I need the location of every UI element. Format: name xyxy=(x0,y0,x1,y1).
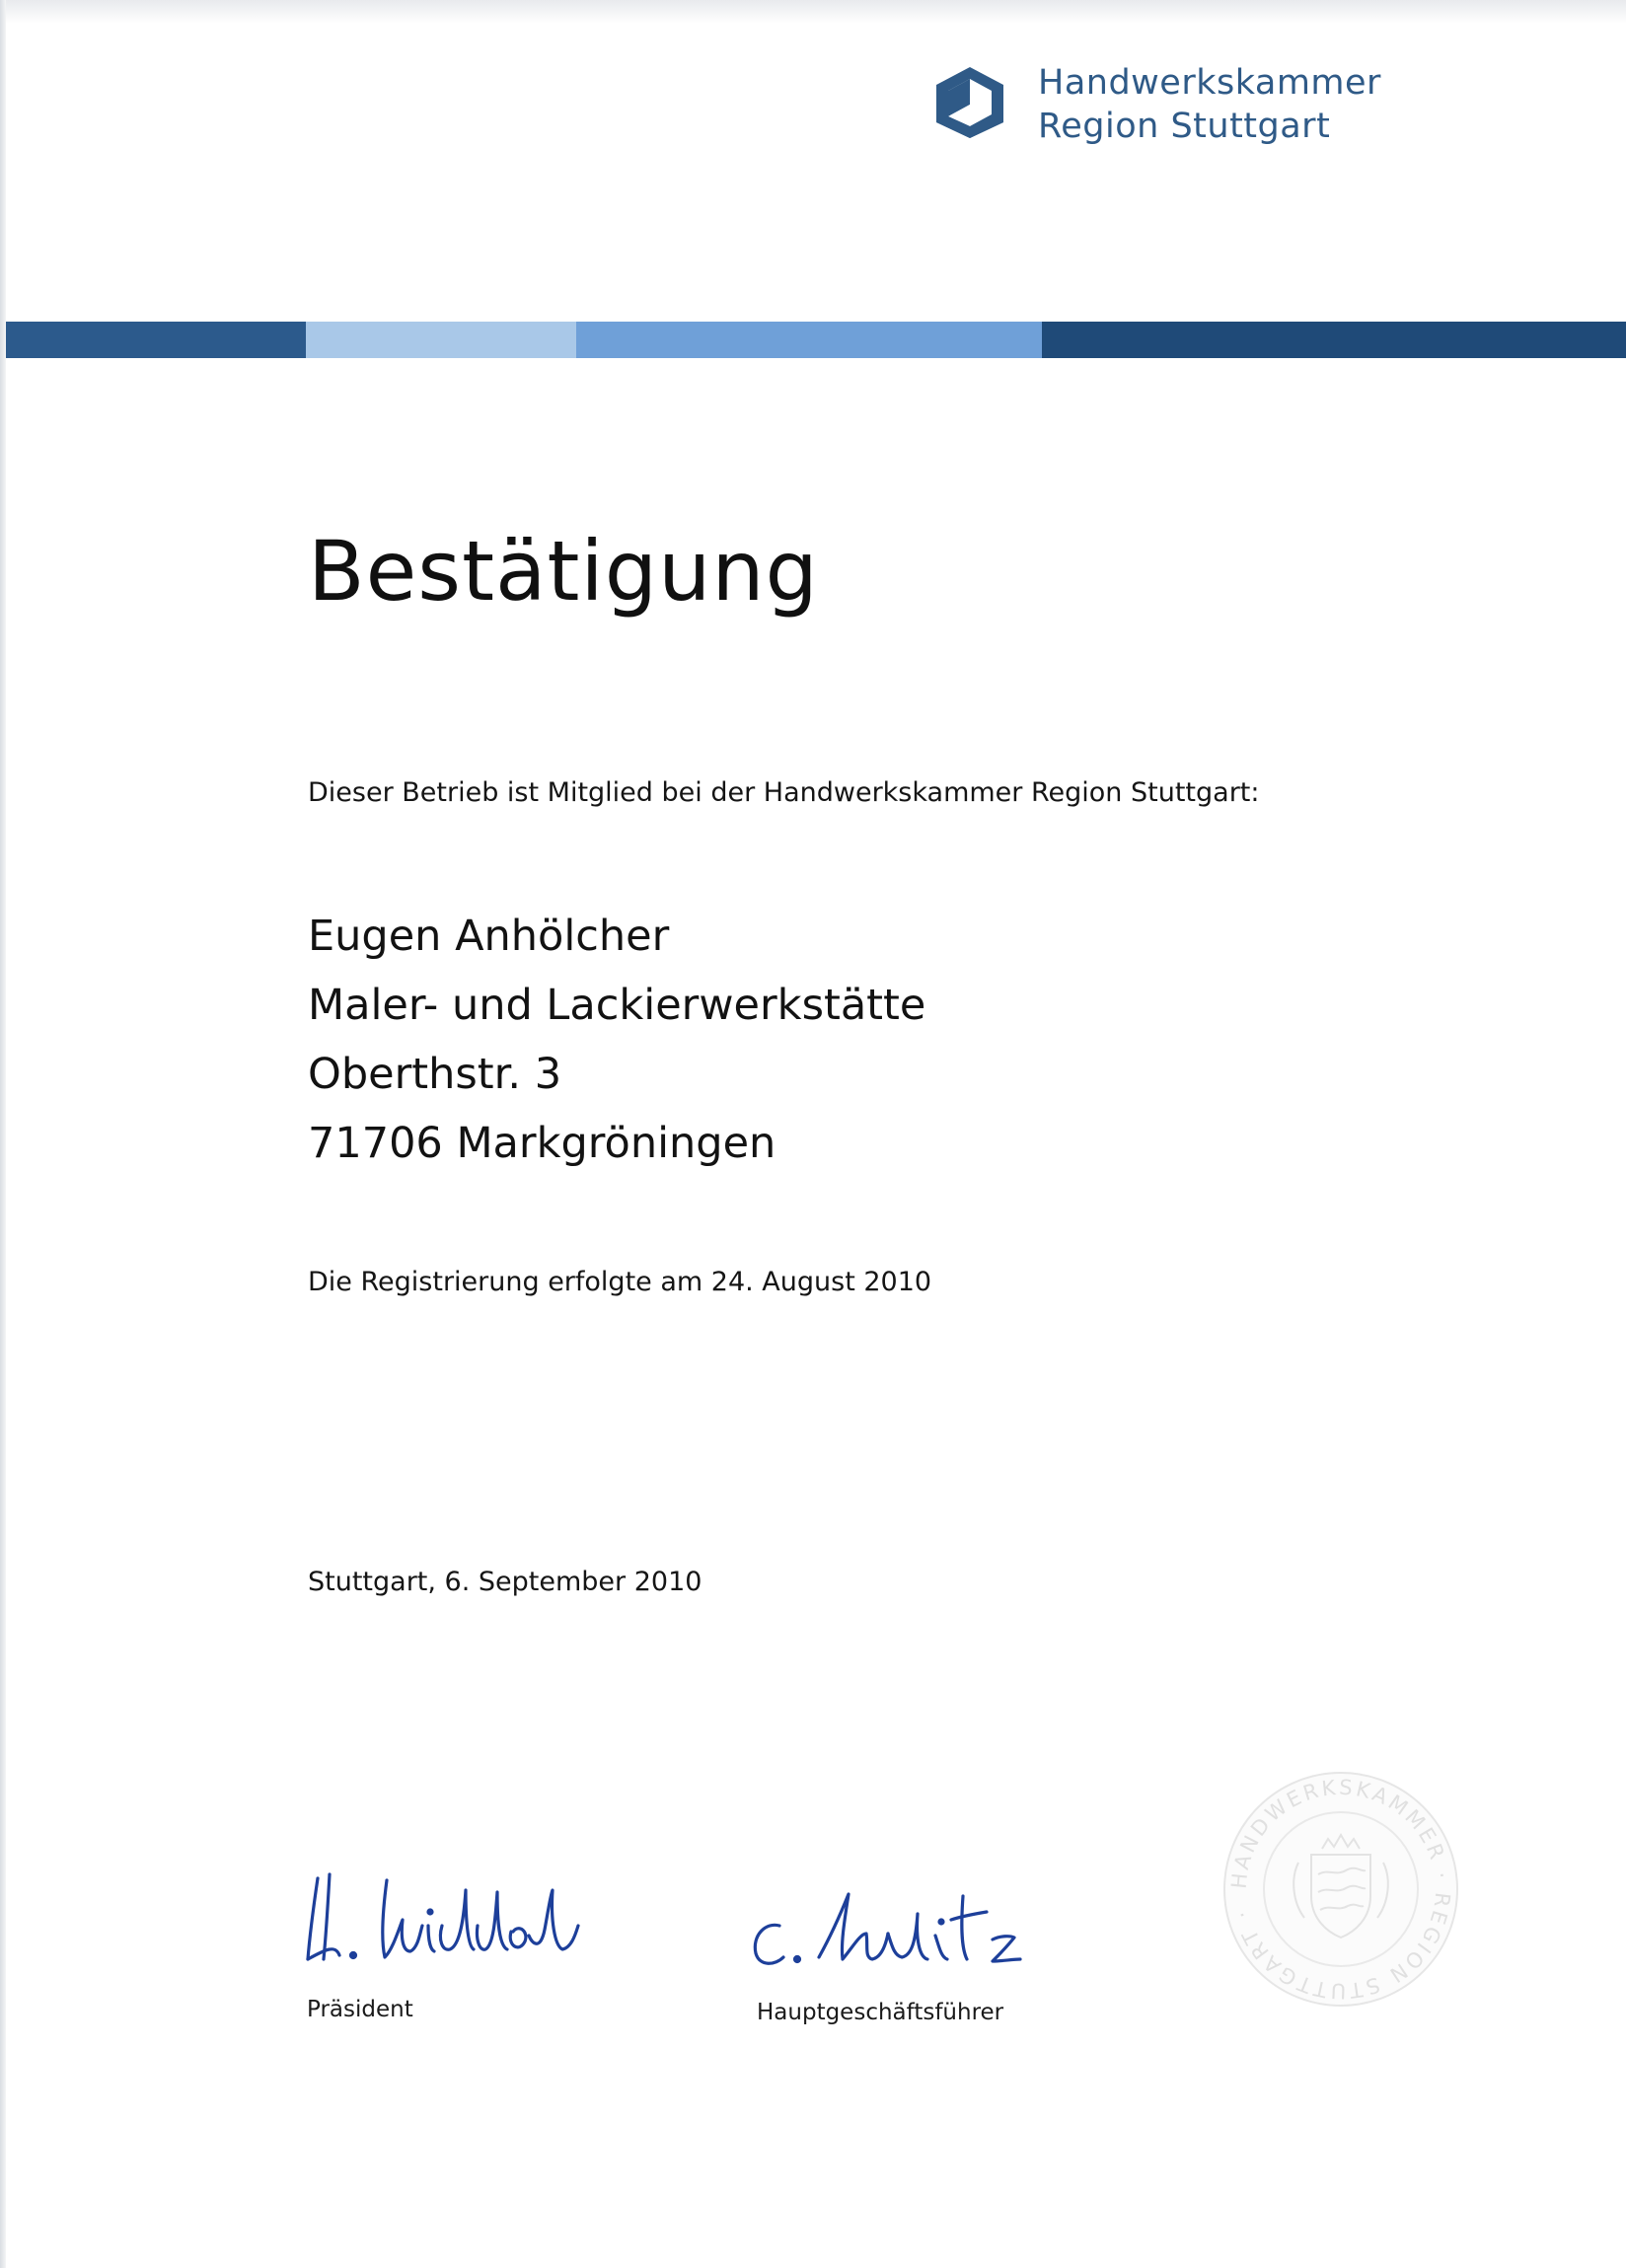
managing-director-label: Hauptgeschäftsführer xyxy=(757,2000,1004,2025)
seal-text: HANDWERKSKAMMER · REGION STUTTGART · xyxy=(1226,1775,1455,2004)
organization-name-line2: Region Stuttgart xyxy=(1038,107,1331,146)
president-label: Präsident xyxy=(307,1997,413,2022)
managing-director-signature xyxy=(738,1874,1064,1973)
company-address-block xyxy=(308,902,925,1178)
organization-name xyxy=(1038,61,1381,148)
embossed-seal-icon xyxy=(1220,1768,1462,2011)
company-city: 71706 Markgröningen xyxy=(308,1119,776,1168)
place-and-date: Stuttgart, 6. September 2010 xyxy=(308,1567,702,1597)
company-owner: Eugen Anhölcher xyxy=(308,912,670,961)
organization-name-line1: Handwerkskammer xyxy=(1038,63,1381,103)
band-segment-mid-blue xyxy=(576,322,1042,358)
membership-statement: Dieser Betrieb ist Mitglied bei der Handwerkskammer Region Stuttgart: xyxy=(308,777,1260,808)
band-segment-navy xyxy=(1042,322,1626,358)
band-segment-dark-blue xyxy=(6,322,306,358)
hwk-cube-logo-icon xyxy=(932,65,1007,140)
header-color-band xyxy=(6,322,1626,358)
company-street: Oberthstr. 3 xyxy=(308,1050,562,1099)
band-segment-light-blue xyxy=(306,322,576,358)
registration-date-line: Die Registrierung erfolgte am 24. August 2010 xyxy=(308,1267,932,1297)
document-title: Bestätigung xyxy=(308,523,819,620)
president-signature xyxy=(296,1861,671,1969)
company-trade: Maler- und Lackierwerkstätte xyxy=(308,981,926,1030)
scan-top-shadow xyxy=(0,0,1626,24)
